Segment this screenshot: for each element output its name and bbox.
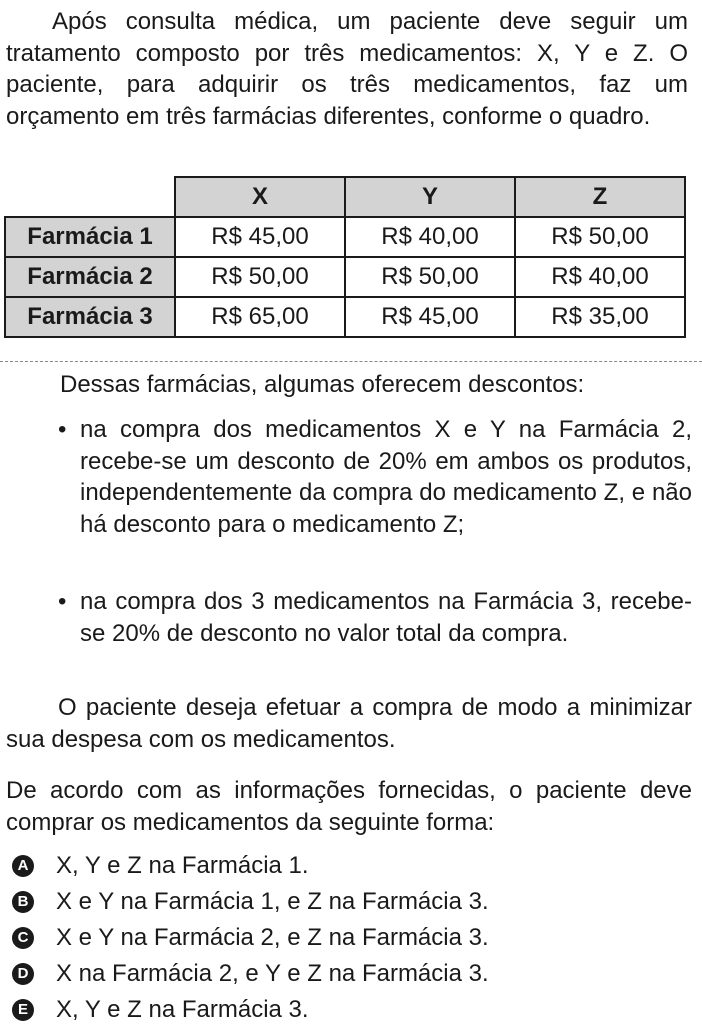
option-b[interactable] [10, 886, 650, 918]
option-a[interactable] [10, 850, 650, 882]
table-header-row [5, 177, 685, 217]
option-letter-a-icon: A [12, 855, 34, 877]
option-d[interactable] [10, 958, 650, 990]
column-header-x: X [175, 177, 345, 217]
price-table [4, 176, 686, 338]
table-row [5, 257, 685, 297]
option-letter-e-icon: E [12, 999, 34, 1021]
table-cell: R$ 40,00 [515, 257, 685, 297]
option-text: X na Farmácia 2, e Y e Z na Farmácia 3. [56, 960, 489, 987]
option-letter-d-icon: D [12, 963, 34, 985]
discount-bullet-1 [58, 414, 694, 574]
table-cell: R$ 65,00 [175, 297, 345, 337]
discounts-intro: Dessas farmácias, algumas oferecem descontos: [60, 371, 585, 398]
bullet-dot-icon: • [58, 588, 67, 615]
table-corner [5, 177, 175, 217]
table-cell: R$ 35,00 [515, 297, 685, 337]
table-row [5, 297, 685, 337]
question-stem: De acordo com as informações fornecidas, o paciente deve comprar os medicamentos da seguinte forma: [6, 777, 692, 836]
bullet-text: na compra dos medicamentos X e Y na Farmácia 2, recebe-se um desconto de 20% em ambos os produtos, independentemente da compra do medicamento Z, e não há desconto para o medicamento Z; [80, 416, 692, 538]
column-header-y: Y [345, 177, 515, 217]
table-cell: R$ 45,00 [345, 297, 515, 337]
option-letter-b-icon: B [12, 891, 34, 913]
option-c[interactable] [10, 922, 650, 954]
table-row [5, 217, 685, 257]
dashed-divider [0, 361, 702, 362]
table-cell: R$ 50,00 [515, 217, 685, 257]
goal-paragraph: O paciente deseja efetuar a compra de modo a minimizar sua despesa com os medicamentos. [6, 694, 692, 753]
table-cell: R$ 40,00 [345, 217, 515, 257]
row-header-farmacia-1: Farmácia 1 [5, 217, 175, 257]
bullet-dot-icon: • [58, 416, 67, 443]
table-cell: R$ 45,00 [175, 217, 345, 257]
option-text: X e Y na Farmácia 1, e Z na Farmácia 3. [56, 888, 489, 915]
intro-paragraph: Após consulta médica, um paciente deve seguir um tratamento composto por três medicamentos: X, Y e Z. O paciente, para adquirir os três medicamentos, faz um orçamento em três farmácias diferentes, conforme o quadro. [6, 8, 688, 130]
table-cell: R$ 50,00 [175, 257, 345, 297]
option-text: X, Y e Z na Farmácia 3. [56, 996, 309, 1023]
option-letter-c-icon: C [12, 927, 34, 949]
row-header-farmacia-2: Farmácia 2 [5, 257, 175, 297]
option-text: X, Y e Z na Farmácia 1. [56, 852, 309, 879]
discount-bullet-2 [58, 586, 694, 686]
column-header-z: Z [515, 177, 685, 217]
row-header-farmacia-3: Farmácia 3 [5, 297, 175, 337]
table-cell: R$ 50,00 [345, 257, 515, 297]
bullet-text: na compra dos 3 medicamentos na Farmácia 3, recebe-se 20% de desconto no valor total da compra. [80, 588, 692, 647]
option-e[interactable] [10, 994, 650, 1026]
option-text: X e Y na Farmácia 2, e Z na Farmácia 3. [56, 924, 489, 951]
